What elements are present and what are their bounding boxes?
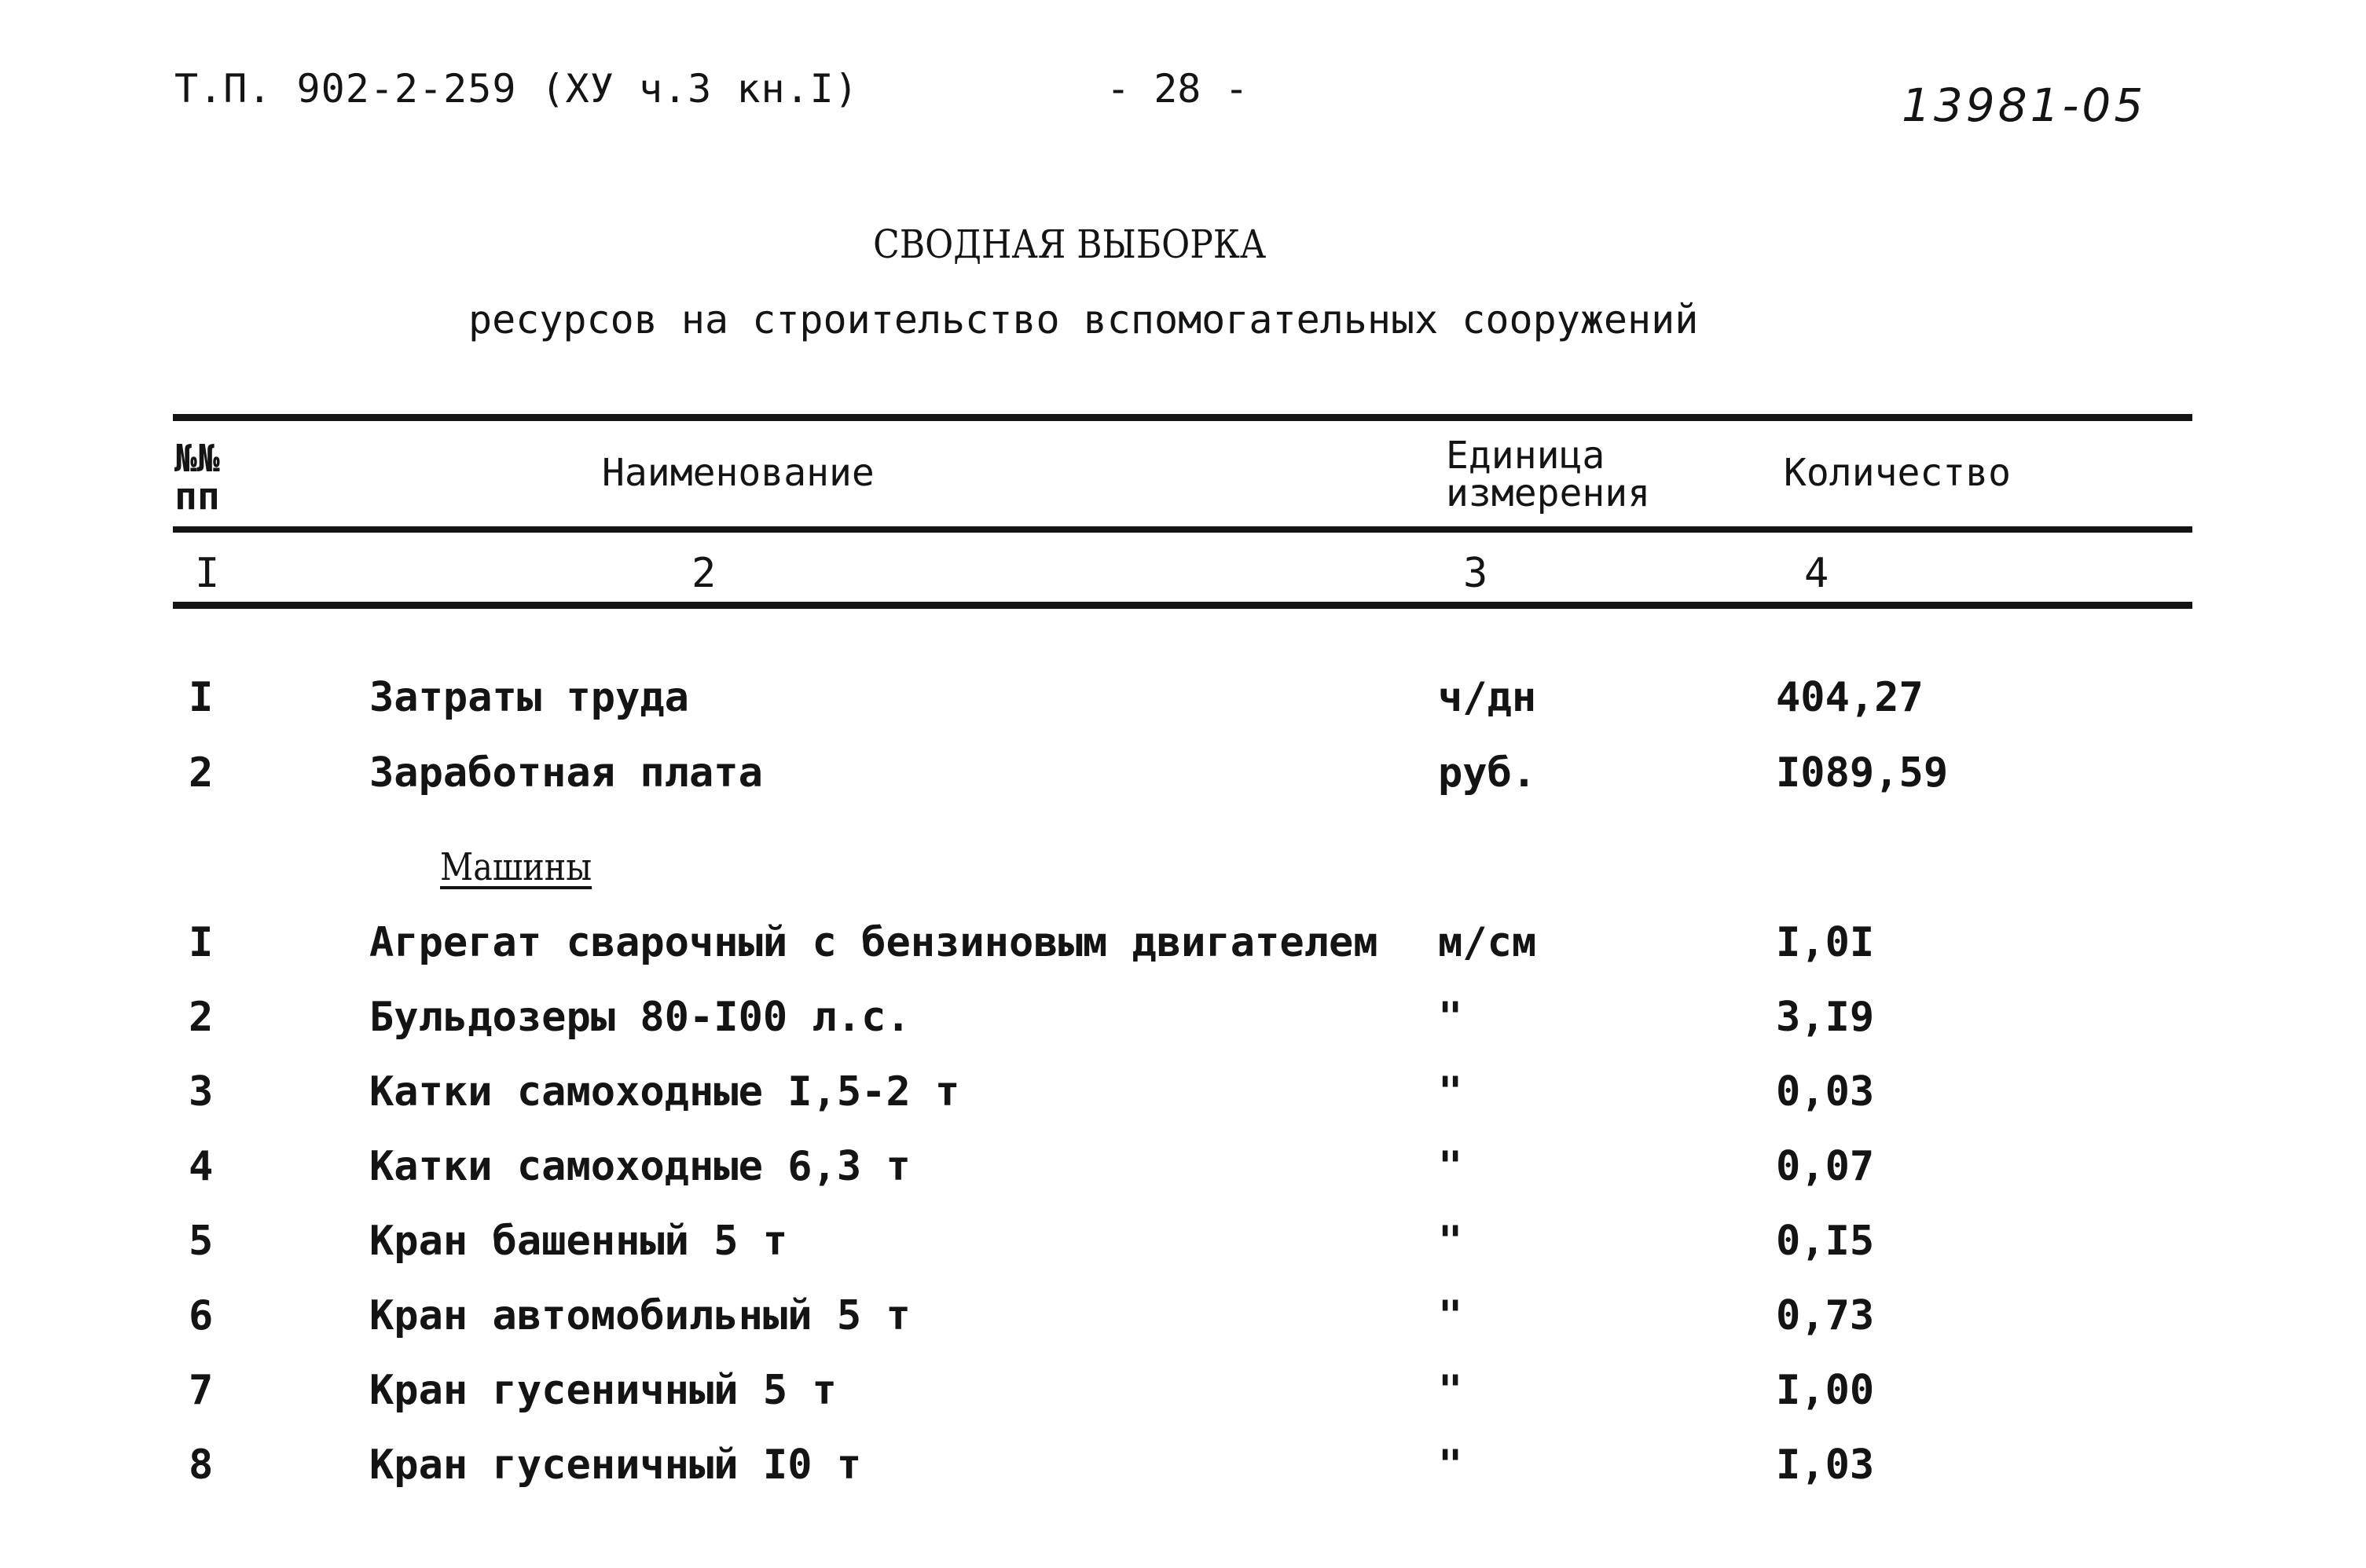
row-number: 8 xyxy=(189,1442,214,1489)
header-num xyxy=(174,437,220,518)
row-name: Кран гусеничный 5 т xyxy=(369,1367,837,1414)
document-title: СВОДНАЯ ВЫБОРКА xyxy=(873,222,1267,267)
row-name: Кран гусеничный I0 т xyxy=(369,1442,862,1489)
row-name: Затраты труда xyxy=(369,674,689,721)
table-row xyxy=(0,674,2366,721)
column-numbers-rule xyxy=(173,602,2192,609)
row-name: Кран автомобильный 5 т xyxy=(369,1292,911,1339)
row-number: 7 xyxy=(189,1367,214,1414)
row-name: Агрегат сварочный с бензиновым двигателем xyxy=(369,919,1378,966)
section-title-machines: Машины xyxy=(440,845,592,889)
table-row xyxy=(0,1143,2366,1190)
document-code: 13981-05 xyxy=(1902,79,2147,132)
row-unit: " xyxy=(1438,1292,1463,1339)
column-number-1: I xyxy=(195,550,220,597)
row-unit: ч/дн xyxy=(1438,674,1537,721)
row-quantity: I,03 xyxy=(1776,1442,1875,1489)
table-row xyxy=(0,1068,2366,1116)
header-num-line-2: пп xyxy=(174,474,220,518)
table-row xyxy=(0,919,2366,966)
header-qty: Количество xyxy=(1784,451,2011,495)
row-unit: м/см xyxy=(1438,919,1537,966)
row-quantity: I089,59 xyxy=(1776,749,1949,797)
header-divider-rule xyxy=(173,526,2192,533)
table-row xyxy=(0,1442,2366,1489)
row-number: 3 xyxy=(189,1068,214,1116)
row-number: I xyxy=(189,919,214,966)
row-name: Заработная плата xyxy=(369,749,763,797)
header-unit-line-1: Единица xyxy=(1446,434,1605,478)
header-name: Наименование xyxy=(602,451,875,495)
row-unit: " xyxy=(1438,1367,1463,1414)
row-quantity: 0,I5 xyxy=(1776,1218,1875,1265)
row-name: Кран башенный 5 т xyxy=(369,1218,788,1265)
row-quantity: 0,07 xyxy=(1776,1143,1875,1190)
row-unit: " xyxy=(1438,1143,1463,1190)
row-number: 2 xyxy=(189,994,214,1041)
table-row xyxy=(0,1218,2366,1265)
row-quantity: 3,I9 xyxy=(1776,994,1875,1041)
column-number-4: 4 xyxy=(1804,550,1829,597)
row-quantity: 0,73 xyxy=(1776,1292,1875,1339)
header-unit xyxy=(1446,434,1651,515)
row-unit: руб. xyxy=(1438,749,1537,797)
row-quantity: 0,03 xyxy=(1776,1068,1875,1116)
header-unit-line-2: измерения xyxy=(1446,471,1651,515)
page-number: - 28 - xyxy=(1106,66,1249,112)
table-top-rule xyxy=(173,414,2192,421)
row-unit: " xyxy=(1438,1442,1463,1489)
row-quantity: I,00 xyxy=(1776,1367,1875,1414)
row-name: Катки самоходные I,5-2 т xyxy=(369,1068,960,1116)
document-subtitle: ресурсов на строительство вспомогательных сооружений xyxy=(468,297,1699,343)
table-row xyxy=(0,994,2366,1041)
column-number-3: 3 xyxy=(1463,550,1488,597)
table-row xyxy=(0,749,2366,797)
row-unit: " xyxy=(1438,1218,1463,1265)
table-row xyxy=(0,1292,2366,1339)
table-row xyxy=(0,1367,2366,1414)
column-number-2: 2 xyxy=(691,550,717,597)
row-unit: " xyxy=(1438,994,1463,1041)
row-quantity: 404,27 xyxy=(1776,674,1924,721)
row-unit: " xyxy=(1438,1068,1463,1116)
row-quantity: I,0I xyxy=(1776,919,1875,966)
row-number: 5 xyxy=(189,1218,214,1265)
row-number: 6 xyxy=(189,1292,214,1339)
row-name: Катки самоходные 6,3 т xyxy=(369,1143,911,1190)
row-name: Бульдозеры 80-I00 л.с. xyxy=(369,994,911,1041)
document-reference: Т.П. 902-2-259 (ХУ ч.3 кн.I) xyxy=(174,66,859,112)
row-number: 4 xyxy=(189,1143,214,1190)
row-number: I xyxy=(189,674,214,721)
header-num-line-1: №№ xyxy=(174,437,220,481)
row-number: 2 xyxy=(189,749,214,797)
